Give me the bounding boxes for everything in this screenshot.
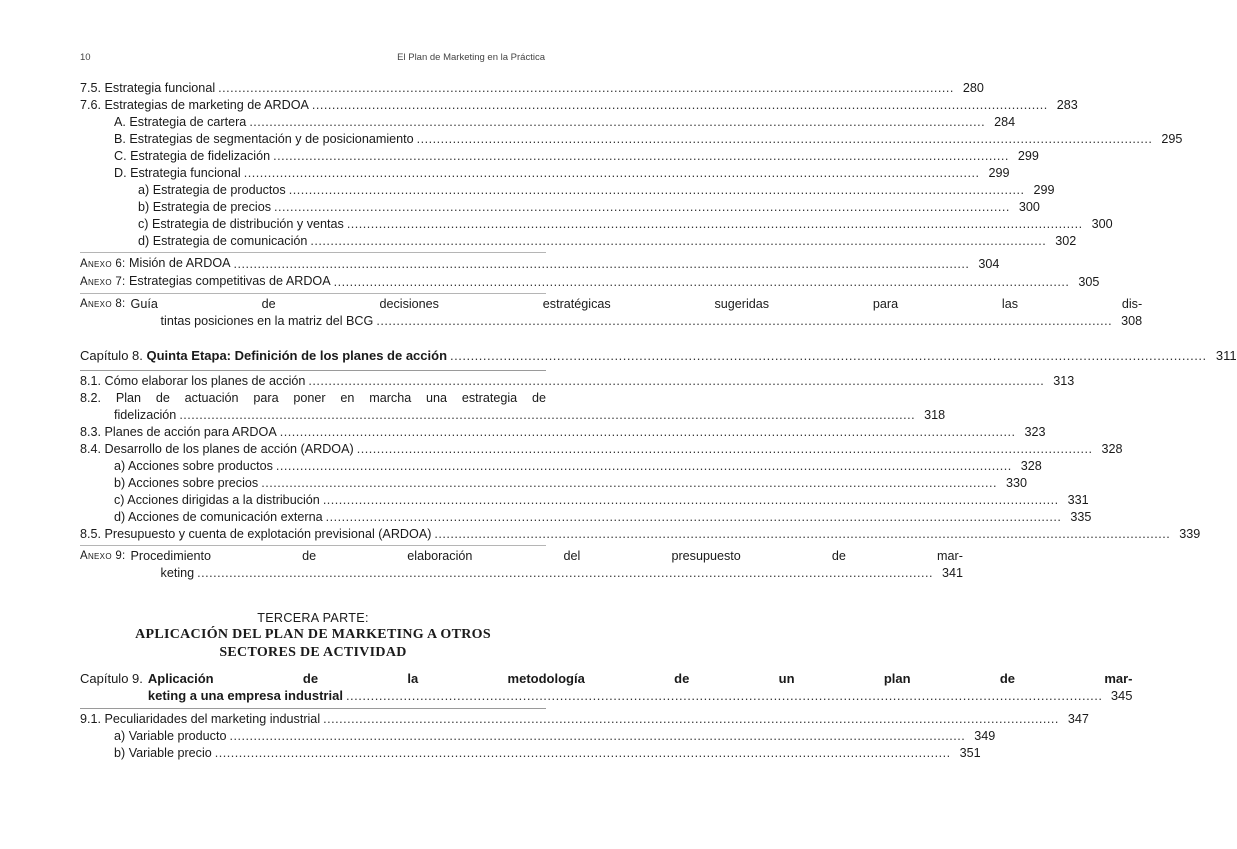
toc-entry[interactable] (80, 165, 1010, 182)
entry-page: 299 (988, 166, 1010, 180)
dot-leader (234, 256, 970, 273)
dot-leader (308, 373, 1044, 390)
dot-leader (434, 526, 1170, 543)
toc-entry-anexo-9[interactable] (80, 548, 963, 582)
running-header (80, 52, 545, 68)
toc-entry[interactable] (80, 255, 1000, 273)
dot-leader (346, 687, 1103, 704)
dot-leader (312, 97, 1048, 114)
entry-text-line1: 8.2. Plan de actuación para poner en marcha una estrategia de (80, 391, 546, 405)
dot-leader (280, 424, 1016, 441)
dot-leader (273, 148, 1009, 165)
entry-page: 302 (1055, 234, 1077, 248)
dot-leader (376, 313, 1112, 330)
divider (80, 252, 546, 253)
entry-text-line1: Procedimiento de elaboración del presupuesto de mar- (130, 549, 963, 563)
toc-entry[interactable] (80, 373, 1075, 390)
anexo-prefix: Anexo 8: (80, 298, 126, 310)
page-number: 10 (80, 52, 91, 63)
dot-leader (229, 728, 965, 745)
toc-entry[interactable] (80, 441, 1123, 458)
anexo-prefix: Anexo 6: (80, 258, 126, 270)
toc-entry[interactable] (80, 131, 1183, 148)
toc-chapter-9[interactable] (80, 670, 1133, 704)
entry-text-line2: keting (160, 566, 195, 580)
entry-page: 305 (1078, 275, 1100, 289)
entry-text: 9.1. Peculiaridades del marketing industrial (80, 712, 321, 726)
toc-entry[interactable] (80, 475, 1028, 492)
entry-page: 304 (978, 257, 1000, 271)
entry-text: 8.4. Desarrollo de los planes de acción (ARDOA) (80, 442, 354, 456)
entry-page: 280 (962, 81, 984, 95)
entry-page: 323 (1024, 425, 1046, 439)
dot-leader (249, 114, 985, 131)
toc-entry-anexo-8[interactable] (80, 296, 1143, 330)
toc-entry[interactable] (80, 424, 1046, 441)
toc-entry[interactable] (80, 711, 1089, 728)
dot-leader (450, 347, 1207, 364)
entry-text: C. Estrategia de fidelización (114, 149, 271, 163)
entry-text: d) Acciones de comunicación externa (114, 510, 323, 524)
entry-text-line2: fidelización (114, 408, 177, 422)
entry-page: 308 (1121, 314, 1143, 328)
dot-leader (323, 492, 1059, 509)
toc-entry[interactable] (80, 458, 1042, 475)
entry-text: 7.5. Estrategia funcional (80, 81, 216, 95)
entry-page: 349 (974, 729, 996, 743)
running-title: El Plan de Marketing en la Práctica (397, 52, 545, 63)
toc-entry[interactable] (80, 273, 1100, 291)
dot-leader (261, 475, 997, 492)
entry-page: 318 (924, 408, 946, 422)
entry-page: 339 (1179, 527, 1201, 541)
entry-page: 313 (1053, 374, 1075, 388)
part-title-line1: APLICACIÓN DEL PLAN DE MARKETING A OTROS (135, 627, 491, 642)
entry-page: 283 (1056, 98, 1078, 112)
toc-entry[interactable] (80, 728, 996, 745)
entry-page: 284 (994, 115, 1016, 129)
entry-text: b) Variable precio (114, 746, 212, 760)
entry-text: a) Estrategia de productos (138, 183, 286, 197)
entry-text: Estrategias competitivas de ARDOA (129, 274, 331, 288)
entry-page: 300 (1091, 217, 1113, 231)
divider (80, 293, 546, 294)
toc-entry[interactable] (80, 492, 1089, 509)
entry-page: 347 (1067, 712, 1089, 726)
entry-text: Misión de ARDOA (129, 256, 231, 270)
entry-text: 8.5. Presupuesto y cuenta de explotación previsional (ARDOA) (80, 527, 432, 541)
entry-text: a) Acciones sobre productos (114, 459, 273, 473)
dot-leader (276, 458, 1012, 475)
dot-leader (218, 80, 954, 97)
entry-label (80, 273, 331, 291)
toc-entry[interactable] (80, 233, 1077, 250)
chapter-title-line2: keting a una empresa industrial (147, 688, 343, 703)
dot-leader (197, 565, 933, 582)
entry-text: c) Estrategia de distribución y ventas (138, 217, 344, 231)
entry-page: 311 (1215, 348, 1237, 363)
toc-entry[interactable] (80, 509, 1092, 526)
dot-leader (244, 165, 980, 182)
chapter-title-line1: Aplicación de la metodología de un plan de mar- (147, 671, 1133, 686)
dot-leader (357, 441, 1093, 458)
toc-entry[interactable] (80, 97, 1078, 114)
toc-entry[interactable] (80, 80, 984, 97)
entry-text: A. Estrategia de cartera (114, 115, 247, 129)
toc-entry[interactable] (80, 199, 1040, 216)
entry-page: 299 (1017, 149, 1039, 163)
toc-entry-8-2[interactable] (80, 390, 946, 424)
dot-leader (347, 216, 1083, 233)
dot-leader (326, 509, 1062, 526)
part-label: TERCERA PARTE: (257, 611, 369, 625)
entry-page: 299 (1033, 183, 1055, 197)
entry-text: a) Variable producto (114, 729, 227, 743)
toc-entry[interactable] (80, 745, 981, 762)
part-heading (80, 610, 546, 662)
entry-page: 300 (1018, 200, 1040, 214)
entry-page: 295 (1161, 132, 1183, 146)
entry-page: 345 (1110, 688, 1133, 703)
chapter-title: Quinta Etapa: Definición de los planes de acción (146, 348, 448, 363)
entry-text: d) Estrategia de comunicación (138, 234, 308, 248)
entry-page: 328 (1020, 459, 1042, 473)
toc-entry[interactable] (80, 148, 1039, 165)
entry-page: 341 (941, 566, 963, 580)
dot-leader (417, 131, 1153, 148)
table-of-contents (80, 80, 1237, 762)
entry-text-line1: Guía de decisiones estratégicas sugeridas para las dis- (130, 297, 1143, 311)
chapter-label: Capítulo 9. (80, 671, 143, 686)
entry-page: 351 (959, 746, 981, 760)
dot-leader (334, 274, 1070, 291)
toc-entry[interactable] (80, 216, 1113, 233)
entry-label (80, 255, 231, 273)
entry-text: B. Estrategias de segmentación y de posicionamiento (114, 132, 414, 146)
entry-text: b) Acciones sobre precios (114, 476, 259, 490)
dot-leader (274, 199, 1010, 216)
entry-text: 8.3. Planes de acción para ARDOA (80, 425, 277, 439)
entry-text: 7.6. Estrategias de marketing de ARDOA (80, 98, 309, 112)
entry-page: 330 (1006, 476, 1028, 490)
divider (80, 545, 546, 546)
entry-text: b) Estrategia de precios (138, 200, 272, 214)
entry-text: 8.1. Cómo elaborar los planes de acción (80, 374, 306, 388)
chapter-label: Capítulo 8. (80, 348, 143, 363)
dot-leader (215, 745, 951, 762)
toc-chapter-8[interactable] (80, 347, 1237, 364)
entry-page: 335 (1070, 510, 1092, 524)
toc-entry[interactable] (80, 526, 1201, 543)
entry-page: 331 (1067, 493, 1089, 507)
anexo-prefix: Anexo 7: (80, 276, 126, 288)
entry-text: D. Estrategia funcional (114, 166, 241, 180)
dot-leader (310, 233, 1046, 250)
part-title-line2: SECTORES DE ACTIVIDAD (219, 645, 407, 660)
dot-leader (289, 182, 1025, 199)
entry-page: 328 (1101, 442, 1123, 456)
divider (80, 708, 546, 709)
divider (80, 370, 546, 371)
toc-entry[interactable] (80, 182, 1055, 199)
entry-text-line2: tintas posiciones en la matriz del BCG (160, 314, 374, 328)
anexo-prefix: Anexo 9: (80, 550, 126, 562)
dot-leader (179, 407, 915, 424)
toc-entry[interactable] (80, 114, 1016, 131)
dot-leader (323, 711, 1059, 728)
entry-text: c) Acciones dirigidas a la distribución (114, 493, 320, 507)
